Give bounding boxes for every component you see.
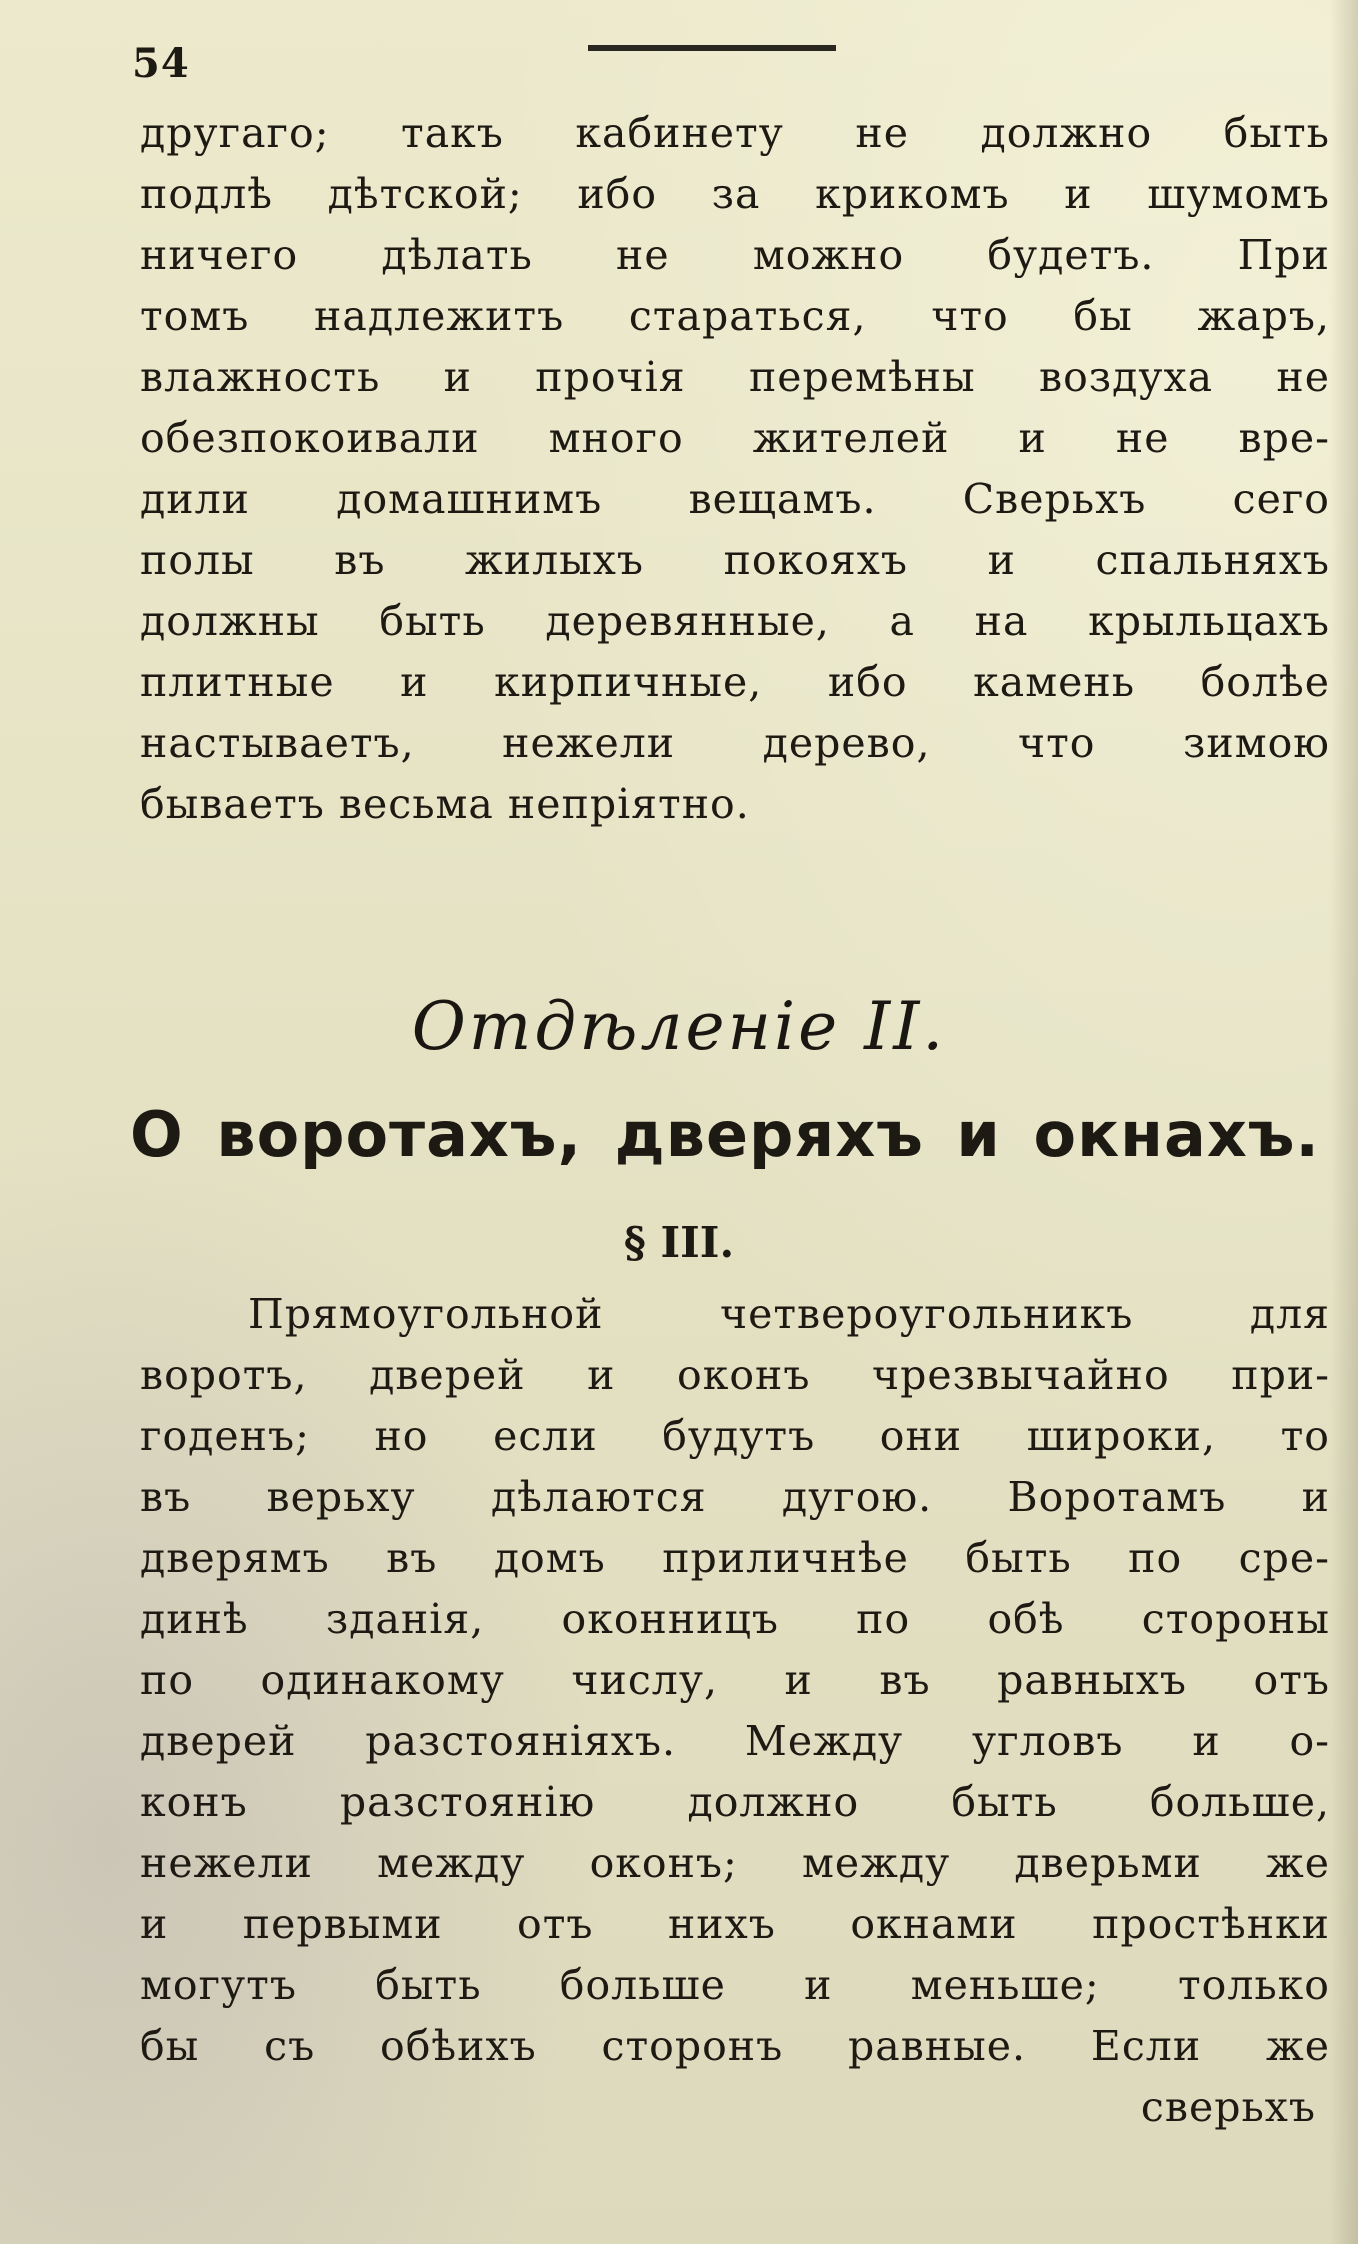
text-line: влажность и прочія перемѣны воздуха не [140,353,1330,401]
catchword: сверьхъ [1140,2083,1316,2131]
text-line: должны быть деревянные, а на крыльцахъ [140,597,1330,645]
page-edge-shadow [1330,0,1358,2244]
text-line: ничего дѣлать не можно будетъ. При [140,231,1330,279]
section-title: О воротахъ, дверяхъ и окнахъ. [130,1098,1320,1171]
text-line: и первыми отъ нихъ окнами простѣнки [140,1900,1330,1948]
page-number: 54 [132,40,190,87]
text-line: бываетъ весьма непріятно. [140,780,750,828]
text-block-top [140,103,1330,835]
text-line: дверей разстояніяхъ. Между угловъ и о- [140,1717,1330,1765]
text-line: другаго; такъ кабинету не должно быть [140,109,1330,157]
text-line: полы въ жилыхъ покояхъ и спальняхъ [140,536,1330,584]
text-line: воротъ, дверей и оконъ чрезвычайно при- [140,1351,1330,1399]
text-line: томъ надлежитъ стараться, что бы жаръ, [140,292,1330,340]
text-line: настываетъ, нежели дерево, что зимою [140,719,1330,767]
paragraph-mark: § III. [623,1218,735,1267]
text-line: по одинакому числу, и въ равныхъ отъ [140,1656,1330,1704]
text-block-bottom [140,1284,1330,2138]
text-line: конъ разстоянію должно быть больше, [140,1778,1330,1826]
text-line: въ верьху дѣлаются дугою. Воротамъ и [140,1473,1330,1521]
text-line: нежели между оконъ; между дверьми же [140,1839,1330,1887]
header-rule [588,45,836,51]
text-line: обезпокоивали много жителей и не вре- [140,414,1330,462]
text-line: плитные и кирпичные, ибо камень болѣе [140,658,1330,706]
text-line: дверямъ въ домъ приличнѣе быть по сре- [140,1534,1330,1582]
text-line: Прямоугольной четвероугольникъ для [248,1290,1330,1338]
text-line: могутъ быть больше и меньше; только [140,1961,1330,2009]
section-heading: Отдѣленіе II. [411,988,947,1065]
text-line: дили домашнимъ вещамъ. Сверьхъ сего [140,475,1330,523]
text-line: бы съ обѣихъ сторонъ равные. Если же [140,2022,1330,2070]
text-line: годенъ; но если будутъ они широки, то [140,1412,1330,1460]
text-line: подлѣ дѣтской; ибо за крикомъ и шумомъ [140,170,1330,218]
text-line: динѣ зданія, оконницъ по обѣ стороны [140,1595,1330,1643]
